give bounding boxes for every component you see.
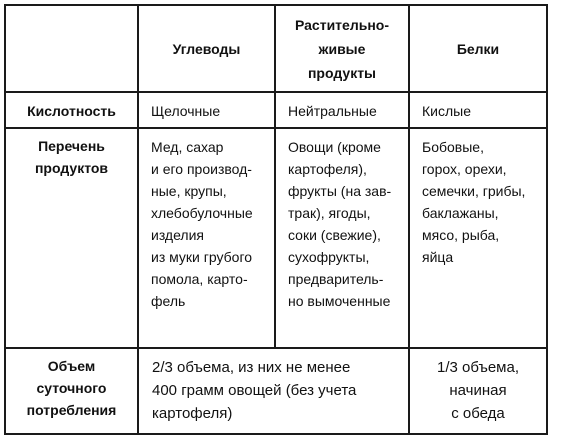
products-carbs-line: из муки грубого — [151, 249, 253, 265]
header-empty-cell — [5, 5, 138, 92]
acidity-label-text: Кислотность — [27, 103, 116, 119]
volume-protein-line: с обеда — [451, 405, 505, 422]
products-protein-line: баклажаны, — [422, 205, 499, 221]
products-plant — [275, 128, 409, 348]
header-plant-line-1: Растительно- — [294, 16, 389, 33]
products-protein-line: мясо, рыба, — [422, 227, 500, 243]
products-protein-line: горох, орехи, — [422, 161, 507, 177]
header-protein-text: Белки — [456, 40, 500, 57]
products-carbs-line: Мед, сахар — [151, 139, 224, 155]
volume-protein — [409, 348, 547, 434]
products-carbs-line: ные, крупы, — [151, 183, 227, 199]
products-protein-line: яйца — [422, 249, 454, 265]
header-plant-line-3: продукты — [307, 64, 377, 81]
products-label-line-2: продуктов — [34, 160, 109, 176]
products-carbs-line: фель — [151, 293, 186, 309]
products-carbs-line: помола, карто- — [151, 271, 248, 287]
products-label — [5, 128, 138, 348]
volume-label — [5, 348, 138, 434]
products-plant-line: фрукты (на зав- — [288, 183, 392, 199]
food-combination-table — [4, 4, 548, 435]
products-plant-line: соки (свежие), — [288, 227, 381, 243]
products-plant-line: Овощи (кроме — [288, 139, 381, 155]
volume-carbs-plant-line: 400 грамм овощей (без учета — [152, 382, 357, 399]
volume-protein-line: начиная — [449, 382, 507, 399]
products-plant-line: предваритель- — [288, 271, 384, 287]
products-protein — [409, 128, 547, 348]
acidity-carbs-text: Щелочные — [151, 103, 221, 119]
volume-label-line-3: потребления — [26, 402, 117, 418]
volume-carbs-plant-line: 2/3 объема, из них не менее — [152, 359, 351, 376]
volume-carbs-plant — [138, 348, 409, 434]
products-plant-line: но вымоченные — [288, 293, 391, 309]
products-plant-line: сухофрукты, — [288, 249, 370, 265]
header-carbs-text: Углеводы — [172, 40, 241, 57]
products-carbs-line: и его производ- — [151, 161, 252, 177]
acidity-carbs — [138, 92, 275, 128]
acidity-row — [5, 92, 547, 128]
acidity-plant-text: Нейтральные — [288, 103, 377, 119]
products-plant-line: трак), ягоды, — [288, 205, 371, 221]
header-carbs — [138, 5, 275, 92]
header-row — [5, 5, 547, 92]
products-row — [5, 128, 547, 348]
products-protein-line: Бобовые, — [422, 139, 484, 155]
products-protein-line: семечки, грибы, — [422, 183, 526, 199]
header-protein — [409, 5, 547, 92]
header-plant-line-2: живые — [318, 40, 366, 57]
products-carbs-line: изделия — [151, 227, 204, 243]
acidity-protein-text: Кислые — [422, 103, 471, 119]
volume-row — [5, 348, 547, 434]
volume-carbs-plant-line: картофеля) — [152, 405, 233, 422]
header-plant — [275, 5, 409, 92]
volume-label-line-1: Объем — [47, 358, 96, 374]
acidity-protein — [409, 92, 547, 128]
products-carbs — [138, 128, 275, 348]
products-carbs-line: хлебобулочные — [151, 205, 253, 221]
products-label-line-1: Перечень — [38, 138, 105, 154]
acidity-plant — [275, 92, 409, 128]
products-plant-line: картофеля), — [288, 161, 367, 177]
acidity-label — [5, 92, 138, 128]
volume-protein-line: 1/3 объема, — [437, 359, 519, 376]
volume-label-line-2: суточного — [36, 380, 107, 396]
